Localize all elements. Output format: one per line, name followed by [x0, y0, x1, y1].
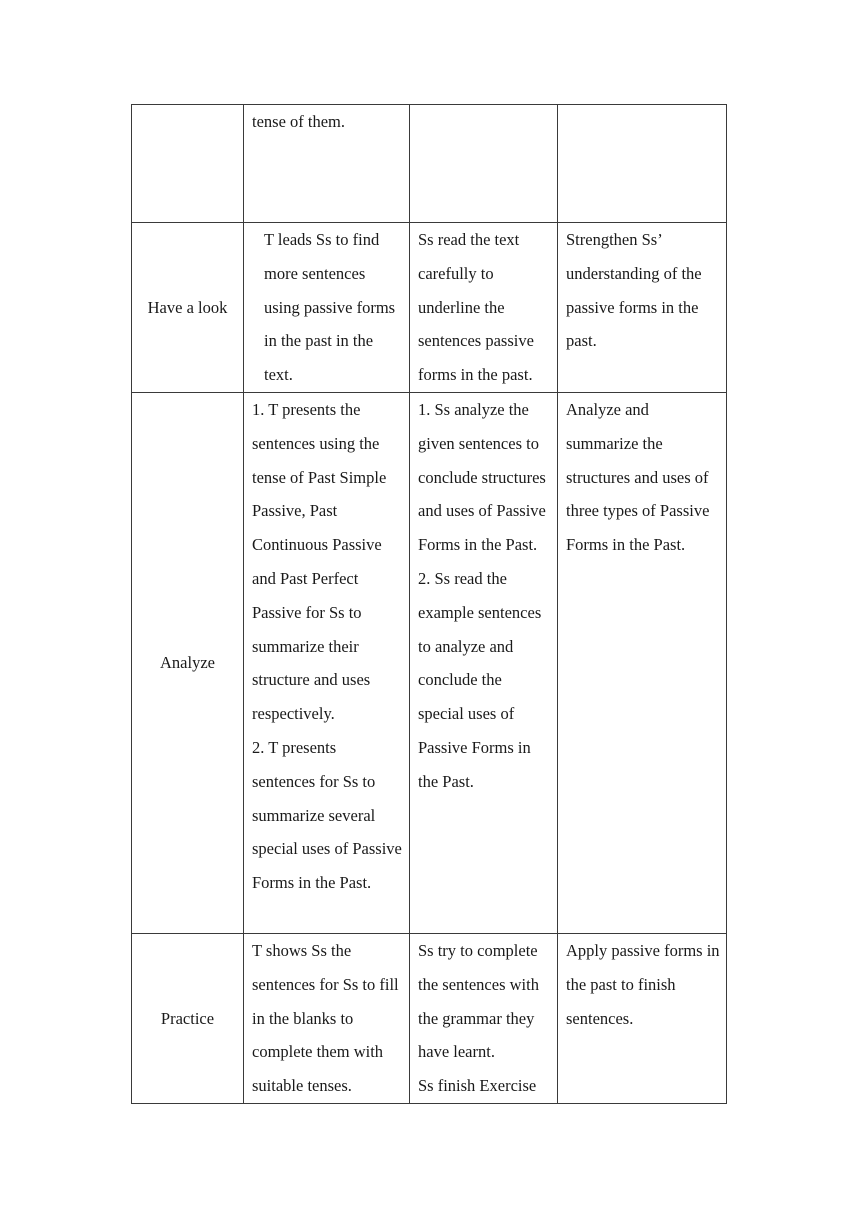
stage-label: Practice [160, 1008, 215, 1028]
stage-cell [132, 393, 244, 934]
teacher-activity-cell [244, 105, 410, 223]
student-activity-cell [410, 105, 558, 223]
stage-cell [132, 105, 244, 223]
teacher-activity-item: 2. T presents sentences for Ss to summarize several special uses of Passive Forms in the Past. [252, 737, 402, 893]
teacher-activity-text: T leads Ss to find more sentences using passive forms in the past in the text. [264, 230, 396, 385]
purpose-text: Analyze and summarize the structures and uses of three types of Passive Forms in the Past. [566, 400, 710, 555]
stage-label: Have a look [147, 297, 228, 317]
table-row [132, 105, 727, 223]
student-activity-text: Ss read the text carefully to underline the sentences passive forms in the past. [418, 230, 534, 385]
purpose-cell [558, 105, 727, 223]
stage-label: Analyze [160, 653, 215, 673]
teacher-activity-cell [244, 393, 410, 934]
table-row [132, 223, 727, 393]
teacher-activity-text: tense of them. [252, 112, 346, 131]
stage-cell [132, 934, 244, 1104]
table-row [132, 934, 727, 1104]
purpose-cell [558, 223, 727, 393]
purpose-text: Strengthen Ss’ understanding of the passive forms in the past. [566, 230, 702, 351]
student-activity-cell [410, 934, 558, 1104]
purpose-cell [558, 393, 727, 934]
teacher-activity-cell [244, 223, 410, 393]
student-activity-cell [410, 223, 558, 393]
purpose-text: Apply passive forms in the past to finish sentences. [566, 941, 720, 1028]
student-activity-item: Ss finish Exercise [418, 1076, 537, 1096]
purpose-cell [558, 934, 727, 1104]
student-activity-item: 2. Ss read the example sentences to analyze and conclude the special uses of Passive Forms in the Past. [418, 568, 542, 791]
student-activity-item: Ss try to complete the sentences with the grammar they have learnt. [418, 941, 539, 1062]
teacher-activity-text: T shows Ss the sentences for Ss to fill in the blanks to complete them with suitable tenses. [252, 941, 399, 1096]
teacher-activity-item: 1. T presents the sentences using the tense of Past Simple Passive, Past Continuous Passive and Past Perfect Passive for Ss to summarize their structure and uses respectively. [252, 400, 387, 724]
table-row [132, 393, 727, 934]
student-activity-item: 1. Ss analyze the given sentences to conclude structures and uses of Passive Forms in the Past. [418, 400, 546, 555]
teacher-activity-cell [244, 934, 410, 1104]
stage-cell [132, 223, 244, 393]
student-activity-cell [410, 393, 558, 934]
lesson-plan-table [131, 104, 727, 1104]
